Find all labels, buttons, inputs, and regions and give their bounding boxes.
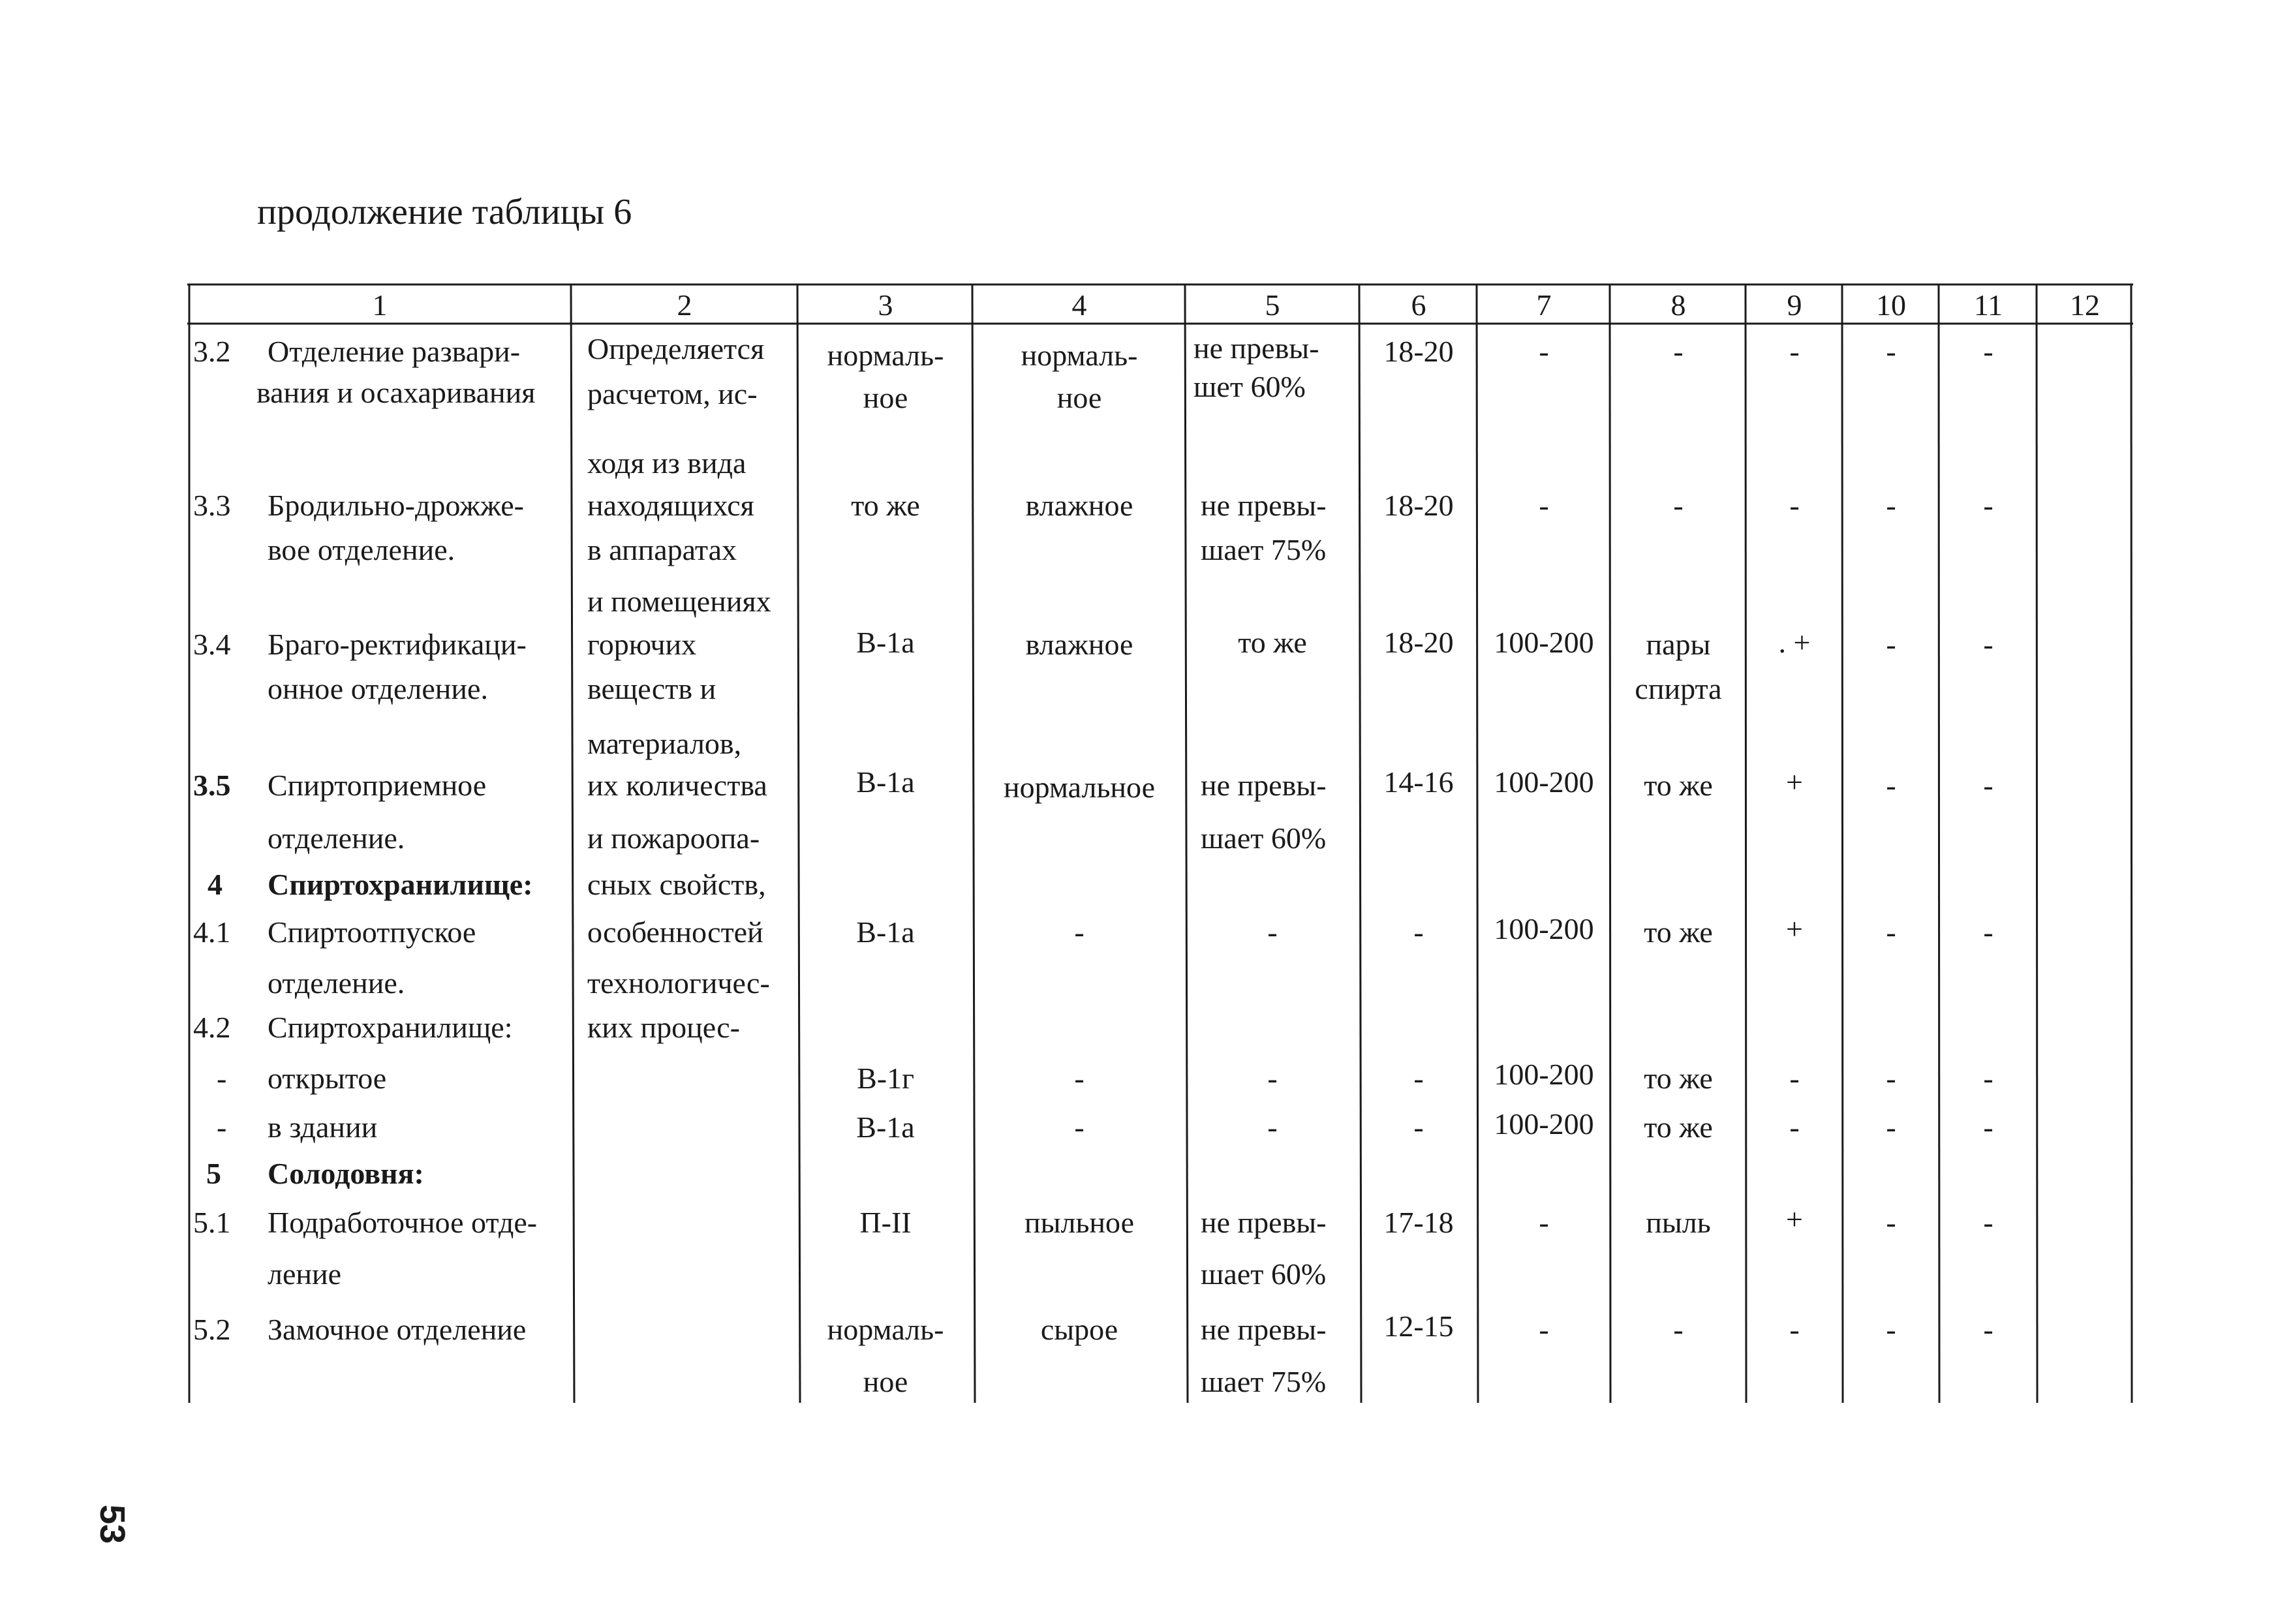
cell-col8: то же xyxy=(1644,915,1713,949)
row-name: вое отделение. xyxy=(268,533,455,566)
cell-class: нормаль- xyxy=(827,1313,944,1346)
cell-col7: 100-200 xyxy=(1494,1058,1594,1091)
col-header-5: 5 xyxy=(1265,288,1280,322)
cell-col11: - xyxy=(1983,1111,1993,1144)
row-name: отделение. xyxy=(268,821,405,855)
cell-temperature: 12-15 xyxy=(1383,1310,1454,1343)
col-header-4: 4 xyxy=(1071,288,1087,322)
col-header-10: 10 xyxy=(1876,288,1906,322)
cell-col7: - xyxy=(1539,1206,1549,1239)
cell-col9: + xyxy=(1786,912,1803,945)
cell-temperature: 17-18 xyxy=(1383,1206,1454,1239)
row-number: 5.2 xyxy=(193,1313,231,1346)
cell-humidity: - xyxy=(1267,915,1278,949)
cell-class: В-1а xyxy=(856,915,915,949)
cell-humidity: не превы- xyxy=(1201,1313,1327,1346)
cell-environment: пыльное xyxy=(1024,1206,1135,1239)
cell-temperature: 18-20 xyxy=(1383,335,1454,368)
cell-class: В-1а xyxy=(856,765,915,799)
col-header-12: 12 xyxy=(2070,288,2100,322)
cell-col11: - xyxy=(1983,489,1993,522)
cell-humidity: - xyxy=(1267,1111,1278,1144)
cell-humidity: шет 60% xyxy=(1193,370,1306,403)
cell-environment: влажное xyxy=(1025,489,1133,522)
cell-humidity: шает 75% xyxy=(1201,533,1327,566)
cell-temperature: - xyxy=(1413,1111,1424,1144)
row-name: Бродильно-дрожже- xyxy=(268,489,524,522)
cell-col10: - xyxy=(1886,915,1896,949)
page-number: 53 xyxy=(93,1504,132,1544)
row-name: Спиртохранилище: xyxy=(268,1011,513,1044)
row-name: Отделение развари- xyxy=(268,335,521,368)
row-number: 5 xyxy=(206,1157,221,1190)
cell-humidity: то же xyxy=(1238,626,1307,659)
col-header-6: 6 xyxy=(1411,288,1426,322)
table-caption: продолжение таблицы 6 xyxy=(257,192,632,232)
cell-col9: - xyxy=(1789,335,1800,368)
cell-humidity: шает 60% xyxy=(1201,821,1327,855)
cell-col7: - xyxy=(1539,335,1549,368)
cell-humidity: не превы- xyxy=(1193,331,1319,365)
cell-col8: - xyxy=(1673,335,1684,368)
section-title: Солодовня: xyxy=(268,1157,424,1190)
cell-class: нормаль- xyxy=(827,339,944,372)
cell-col7: 100-200 xyxy=(1494,765,1594,799)
cell-col10: - xyxy=(1886,335,1896,368)
cell-col8: то же xyxy=(1644,769,1713,802)
row-name: Подработочное отде- xyxy=(268,1206,538,1239)
row-name: онное отделение. xyxy=(268,672,488,705)
cell-col8: - xyxy=(1673,489,1684,522)
cell-col9: . + xyxy=(1778,626,1811,659)
col2-line: технологичес- xyxy=(587,966,770,1000)
cell-temperature: 14-16 xyxy=(1383,765,1454,799)
cell-col9: - xyxy=(1789,1313,1800,1346)
cell-col9: - xyxy=(1789,489,1800,522)
cell-temperature: - xyxy=(1413,915,1424,949)
cell-col9: + xyxy=(1786,1203,1803,1236)
cell-col9: + xyxy=(1786,765,1803,799)
col2-line: ходя из вида xyxy=(587,446,746,480)
cell-humidity: не превы- xyxy=(1201,1206,1327,1239)
cell-class: ное xyxy=(863,1365,908,1398)
cell-col10: - xyxy=(1886,1062,1896,1095)
cell-col8: пыль xyxy=(1646,1206,1711,1239)
col-header-2: 2 xyxy=(677,288,692,322)
cell-class: П-II xyxy=(859,1206,912,1239)
cell-col11: - xyxy=(1983,1313,1993,1346)
cell-col8: пары xyxy=(1646,628,1711,661)
col-header-9: 9 xyxy=(1787,288,1802,322)
cell-temperature: 18-20 xyxy=(1383,626,1454,659)
col2-line: в аппаратах xyxy=(587,533,737,566)
col2-line: сных свойств, xyxy=(587,868,766,901)
col2-line: ких процес- xyxy=(587,1011,740,1044)
row-number: 4.1 xyxy=(193,915,231,949)
col-header-11: 11 xyxy=(1973,288,2003,322)
cell-col10: - xyxy=(1886,628,1896,661)
row-number: 3.2 xyxy=(193,335,231,368)
col-header-1: 1 xyxy=(372,288,388,322)
cell-environment: ное xyxy=(1056,381,1102,414)
col2-line: веществ и xyxy=(587,672,716,705)
cell-temperature: - xyxy=(1413,1062,1424,1095)
col-header-8: 8 xyxy=(1670,288,1686,322)
col2-line: материалов, xyxy=(587,727,742,760)
row-number: 5.1 xyxy=(193,1206,231,1239)
col-header-7: 7 xyxy=(1536,288,1552,322)
cell-humidity: шает 75% xyxy=(1201,1365,1327,1398)
row-name: Спиртоприемное xyxy=(268,769,487,802)
cell-col7: 100-200 xyxy=(1494,912,1594,945)
row-number: 3.4 xyxy=(193,628,231,661)
col2-line: их количества xyxy=(587,769,767,802)
cell-col11: - xyxy=(1983,915,1993,949)
cell-col7: 100-200 xyxy=(1494,626,1594,659)
cell-col11: - xyxy=(1983,1206,1993,1239)
section-title: Спиртохранилище: xyxy=(268,868,533,901)
cell-col10: - xyxy=(1886,1313,1896,1346)
row-name: Браго-ректификаци- xyxy=(268,628,527,661)
cell-environment: влажное xyxy=(1025,628,1133,661)
row-name: отделение. xyxy=(268,966,405,1000)
row-number: - xyxy=(217,1062,227,1095)
cell-col10: - xyxy=(1886,1111,1896,1144)
cell-col10: - xyxy=(1886,489,1896,522)
row-number: 4 xyxy=(208,868,223,901)
col2-line: горючих xyxy=(587,628,697,661)
cell-col11: - xyxy=(1983,769,1993,802)
cell-col11: - xyxy=(1983,335,1993,368)
cell-col10: - xyxy=(1886,769,1896,802)
row-number: 4.2 xyxy=(193,1011,231,1044)
cell-col8: то же xyxy=(1644,1111,1713,1144)
cell-col8: то же xyxy=(1644,1062,1713,1095)
cell-environment: - xyxy=(1074,915,1085,949)
cell-humidity: не превы- xyxy=(1201,769,1327,802)
cell-col7: - xyxy=(1539,489,1549,522)
col2-line: расчетом, ис- xyxy=(587,377,758,410)
cell-class: В-1а xyxy=(856,626,915,659)
cell-col9: - xyxy=(1789,1062,1800,1095)
col2-line: находящихся xyxy=(587,489,754,522)
cell-col7: 100-200 xyxy=(1494,1107,1594,1141)
row-name: ление xyxy=(268,1257,342,1291)
cell-environment: нормальное xyxy=(1003,771,1156,804)
cell-col11: - xyxy=(1983,1062,1993,1095)
cell-environment: - xyxy=(1074,1111,1085,1144)
cell-environment: сырое xyxy=(1040,1313,1118,1346)
col2-line: и пожароопа- xyxy=(587,821,760,855)
cell-col7: - xyxy=(1539,1313,1549,1346)
row-number: 3.3 xyxy=(193,489,231,522)
cell-col11: - xyxy=(1983,628,1993,661)
cell-humidity: не превы- xyxy=(1201,489,1327,522)
row-name: Спиртоотпуское xyxy=(268,915,476,949)
cell-environment: нормаль- xyxy=(1021,339,1138,372)
cell-col8: спирта xyxy=(1635,672,1722,705)
cell-class: ное xyxy=(863,381,908,414)
col2-line: и помещениях xyxy=(587,585,771,618)
cell-temperature: 18-20 xyxy=(1383,489,1454,522)
cell-class: В-1а xyxy=(856,1111,915,1144)
col2-line: особенностей xyxy=(587,915,763,949)
row-name: вания и осахаривания xyxy=(256,376,536,409)
cell-col9: - xyxy=(1789,1111,1800,1144)
row-name: Замочное отделение xyxy=(268,1313,527,1346)
row-number: - xyxy=(217,1111,227,1144)
cell-col8: - xyxy=(1673,1313,1684,1346)
cell-humidity: шает 60% xyxy=(1201,1257,1327,1291)
cell-class: то же xyxy=(851,489,920,522)
cell-humidity: - xyxy=(1267,1062,1278,1095)
cell-col10: - xyxy=(1886,1206,1896,1239)
row-name: открытое xyxy=(268,1062,387,1095)
row-number: 3.5 xyxy=(193,769,231,802)
cell-class: В-1г xyxy=(857,1062,914,1095)
row-name: в здании xyxy=(268,1111,378,1144)
col2-line: Определяется xyxy=(587,332,765,365)
cell-environment: - xyxy=(1074,1062,1085,1095)
col-header-3: 3 xyxy=(878,288,893,322)
